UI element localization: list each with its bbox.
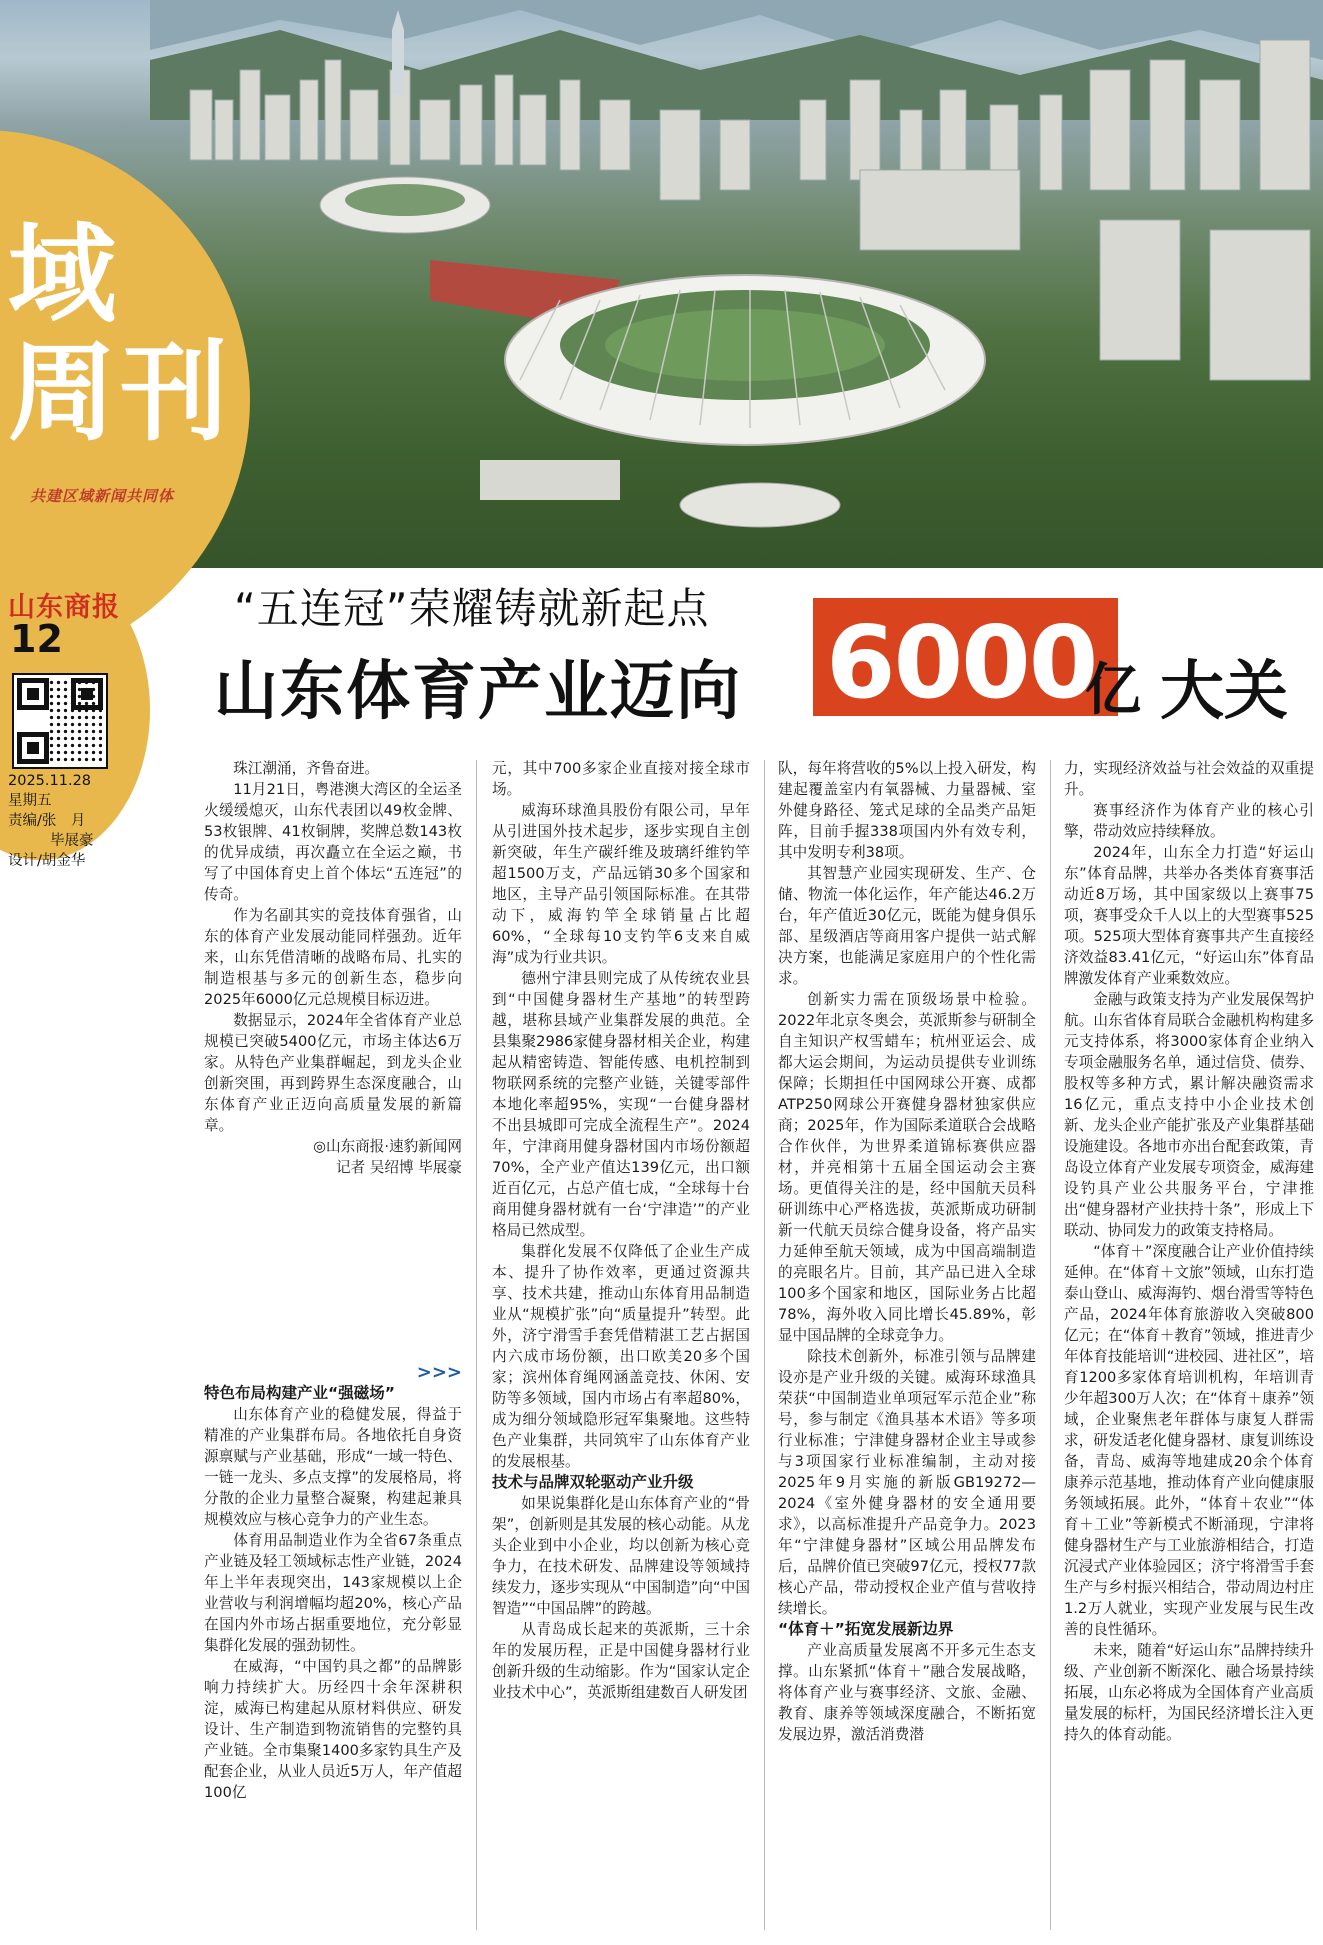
paragraph: 从青岛成长起来的英派斯，三十余年的发展历程，正是中国健身器材行业创新升级的生动缩影。作为“国家认定企业技术中心”，英派斯组建数百人研发团 xyxy=(492,1621,750,1701)
article-column-3 xyxy=(778,758,1036,1745)
qr-code xyxy=(12,673,108,769)
paragraph: 德州宁津县则完成了从传统农业县到“中国健身器材生产基地”的转型跨越，堪称县域产业集群发展的典范。全县集聚2986家健身器材相关企业，构建起从精密铸造、智能传感、电机控制到物联网系统的完整产业链，关键零部件本地化率超95%，实现“一台健身器材不出县城即可完成全流程生产”。2024年，宁津商用健身器材国内市场份额超70%，全产业产值达139亿元，出口额近百亿元，占总产值七成，“全球每十台商用健身器材就有一台‘宁津造’”的产业格局已然成型。 xyxy=(492,970,750,1239)
masthead-title-line1: 域 xyxy=(8,213,117,338)
paragraph: 作为名副其实的竞技体育强省，山东的体育产业发展动能同样强劲。近年来，山东凭借清晰的战略布局、扎实的制造根基与多元的创新生态，稳步向2025年6000亿元总规模目标迈进。 xyxy=(204,907,462,1008)
design-credit: 设计/胡金华 xyxy=(8,853,86,869)
paragraph: 体育用品制造业作为全省67条重点产业链及轻工领域标志性产业链，2024年上半年表现突出，143家规模以上企业营收与利润增幅均超20%，核心产品在国内外市场占据重要地位，充分彰显集群化发展的强劲韧性。 xyxy=(204,1532,462,1654)
issue-date: 2025.11.28 xyxy=(8,773,92,789)
issue-weekday: 星期五 xyxy=(8,793,52,809)
section-heading: 技术与品牌双轮驱动产业升级 xyxy=(492,1473,694,1491)
editor-credit: 责编/张 月 xyxy=(8,813,86,829)
paragraph: 金融与政策支持为产业发展保驾护航。山东省体育局联合金融机构构建多元支持体系，将3000家体育企业纳入专项金融服务名单，通过信贷、债券、股权等多种方式，累计解决融资需求16亿元，重点支持中小企业技术创新、龙头企业产能扩张及产业集群基础设施建设。各地市亦出台配套政策，青岛设立体育产业发展专项资金，威海建设钓具产业公共服务平台，宁津推出“健身器材产业扶持十条”，形成上下联动、协同发力的政策支持格局。 xyxy=(1064,991,1314,1239)
paragraph: 力，实现经济效益与社会效益的双重提升。 xyxy=(1064,760,1314,798)
article-subtitle: “五连冠”荣耀铸就新起点 xyxy=(234,584,710,633)
masthead-slogan: 共建区域新闻共同体 xyxy=(30,487,175,505)
editor-credit-2: 毕展豪 xyxy=(50,833,94,849)
article-column-4 xyxy=(1064,758,1314,1745)
paragraph: 集群化发展不仅降低了企业生产成本、提升了协作效率，更通过资源共享、技术共建，推动山东体育用品制造业从“规模扩张”向“质量提升”转型。此外，济宁滑雪手套凭借精湛工艺占据国内六成市场份额，出口欧美20多个国家；滨州体育绳网涵盖竞技、休闲、安防等多领域，国内市场占有率超80%，成为细分领域隐形冠军集聚地。这些特色产业集群，共同筑牢了山东体育产业的发展根基。 xyxy=(492,1243,750,1470)
article-column-1b xyxy=(204,1362,462,1803)
paragraph: 数据显示，2024年全省体育产业总规模已突破5400亿元，市场主体达6万家。从特色产业集群崛起，到龙头企业创新突围，再到跨界生态深度融合，山东体育产业正迈向高质量发展的新篇章。 xyxy=(204,1012,462,1134)
paragraph: 山东体育产业的稳健发展，得益于精准的产业集群布局。各地依托自身资源禀赋与产业基础，形成“一域一特色、一链一龙头、多点支撑”的发展格局，将分散的企业力量整合凝聚，构建起兼具规模效应与核心竞争力的产业生态。 xyxy=(204,1406,462,1528)
headline-unit: 亿 xyxy=(1085,658,1141,723)
page-number: 12 xyxy=(10,617,63,661)
paragraph: “体育＋”深度融合让产业价值持续延伸。在“体育＋文旅”领域，山东打造泰山登山、威海海钓、烟台滑雪等特色产品，2024年体育旅游收入突破800亿元；在“体育＋教育”领域，推进青少年体育技能培训“进校园、进社区”，培育1200多家体育培训机构，年培训青少年超300万人次；在“体育＋康养”领域，企业聚焦老年群体与康复人群需求，研发适老化健身器材、康复训练设备，青岛、威海等地建成20余个体育康养示范基地，推动体育产业向健康服务领域拓展。此外，“体育＋农业”“体育＋工业”等新模式不断涌现，宁津将健身器材生产与工业旅游相结合，打造沉浸式产业体验园区；济宁将滑雪手套生产与乡村振兴相结合，带动周边村庄1.2万人就业，实现产业发展与民生改善的良性循环。 xyxy=(1064,1243,1314,1638)
paragraph: 11月21日，粤港澳大湾区的全运圣火缓缓熄灭，山东代表团以49枚金牌、53枚银牌、41枚铜牌，奖牌总数143枚的优异成绩，再次矗立在全运之巅，书写了中国体育史上首个体坛“五连冠”的传奇。 xyxy=(204,781,462,903)
section-heading: 特色布局构建产业“强磁场” xyxy=(204,1384,395,1402)
byline-reporters: 记者 吴绍博 毕展豪 xyxy=(335,1159,462,1176)
article-headline: 山东体育产业迈向 xyxy=(214,655,742,729)
paper-name: 山东商报 xyxy=(8,592,120,623)
byline-source: ◎山东商报·速豹新闻网 xyxy=(313,1138,462,1155)
column-divider xyxy=(1050,760,1051,1930)
paragraph: 元，其中700多家企业直接对接全球市场。 xyxy=(492,760,750,798)
paragraph: 赛事经济作为体育产业的核心引擎，带动效应持续释放。 xyxy=(1064,802,1314,840)
continue-arrows: >>> xyxy=(416,1362,462,1383)
paragraph: 如果说集群化是山东体育产业的“骨架”，创新则是其发展的核心动能。从龙头企业到中小企业，均以创新为核心竞争力，在技术研发、品牌建设等领域持续发力，逐步实现从“中国制造”向“中国智造”“中国品牌”的跨越。 xyxy=(492,1495,750,1617)
paragraph: 威海环球渔具股份有限公司，早年从引进国外技术起步，逐步实现自主创新突破，年生产碳纤维及玻璃纤维钓竿超1500万支，产品远销30多个国家和地区，主导产品引领国际标准。在其带动下，威海钓竿全球销量占比超60%，“全球每10支钓竿6支来自威海”成为行业共识。 xyxy=(492,802,750,966)
paragraph: 在威海，“中国钓具之都”的品牌影响力持续扩大。历经四十余年深耕积淀，威海已构建起从原材料供应、研发设计、生产制造到物流销售的完整钓具产业链。全市集聚1400多家钓具生产及配套企业，从业人员近5万人，年产值超100亿 xyxy=(204,1658,462,1801)
paragraph: 创新实力需在顶级场景中检验。2022年北京冬奥会，英派斯参与研制全自主知识产权雪蜡车；杭州亚运会、成都大运会期间，为运动员提供专业训练保障；长期担任中国网球公开赛、成都ATP250网球公开赛健身器材独家供应商；2025年，作为国际柔道联合会战略合作伙伴，为世界柔道锦标赛供应器材，并亮相第十五届全国运动会主赛场。更值得关注的是，经中国航天员科研训练中心严格选拔，英派斯成功研制新一代航天员综合健身设备，将产品实力延伸至航天领域，成为中国高端制造的亮眼名片。目前，其产品已进入全球100多个国家和地区，国际业务占比超78%，海外收入同比增长45.89%，彰显中国品牌的全球竞争力。 xyxy=(778,991,1036,1344)
paragraph: 队，每年将营收的5%以上投入研发，构建起覆盖室内有氧器械、力量器械、室外健身路径、笼式足球的全品类产品矩阵，目前手握338项国内外有效专利，其中发明专利38项。 xyxy=(778,760,1036,861)
paragraph: 除技术创新外，标准引领与品牌建设亦是产业升级的关键。威海环球渔具荣获“中国制造业单项冠军示范企业”称号，参与制定《渔具基本术语》等多项行业标准；宁津健身器材企业主导或参与3项国家行业标准编制，主动对接2025年9月实施的新版GB19272—2024《室外健身器材的安全通用要求》，以高标准提升产品竞争力。2023年“宁津健身器材”区域公用品牌发布后，品牌价值已突破97亿元，授权77款核心产品，带动授权企业产值与营收持续增长。 xyxy=(778,1348,1036,1617)
paragraph: 其智慧产业园实现研发、生产、仓储、物流一体化运作，年产能达46.2万台，年产值近30亿元，既能为健身俱乐部、星级酒店等商用客户提供一站式解决方案，也能满足家庭用户的个性化需求。 xyxy=(778,865,1036,987)
paragraph: 产业高质量发展离不开多元生态支撑。山东紧抓“体育＋”融合发展战略，将体育产业与赛事经济、文旅、金融、教育、康养等领域深度融合，不断拓宽发展边界，激活消费潜 xyxy=(778,1642,1036,1743)
article-column-1 xyxy=(204,758,462,1178)
headline-number: 6000 xyxy=(826,604,1097,721)
headline-suffix: 大关 xyxy=(1160,655,1288,729)
column-divider xyxy=(476,760,477,1930)
paragraph: 2024年，山东全力打造“好运山东”体育品牌，共举办各类体育赛事活动近8万场，其中国家级以上赛事75项，赛事受众千人以上的大型赛事525项。525项大型体育赛事共产生直接经济效益83.41亿元，“好运山东”体育品牌激发体育产业乘数效应。 xyxy=(1064,844,1314,987)
column-divider xyxy=(764,760,765,1930)
section-heading: “体育＋”拓宽发展新边界 xyxy=(778,1620,954,1638)
masthead-title-line2: 周刊 xyxy=(8,331,233,456)
paragraph: 珠江潮涌，齐鲁奋进。 xyxy=(233,760,380,777)
paragraph: 未来，随着“好运山东”品牌持续升级、产业创新不断深化、融合场景持续拓展，山东必将成为全国体育产业高质量发展的标杆，为国民经济增长注入更持久的体育动能。 xyxy=(1064,1642,1314,1743)
article-column-2 xyxy=(492,758,750,1703)
